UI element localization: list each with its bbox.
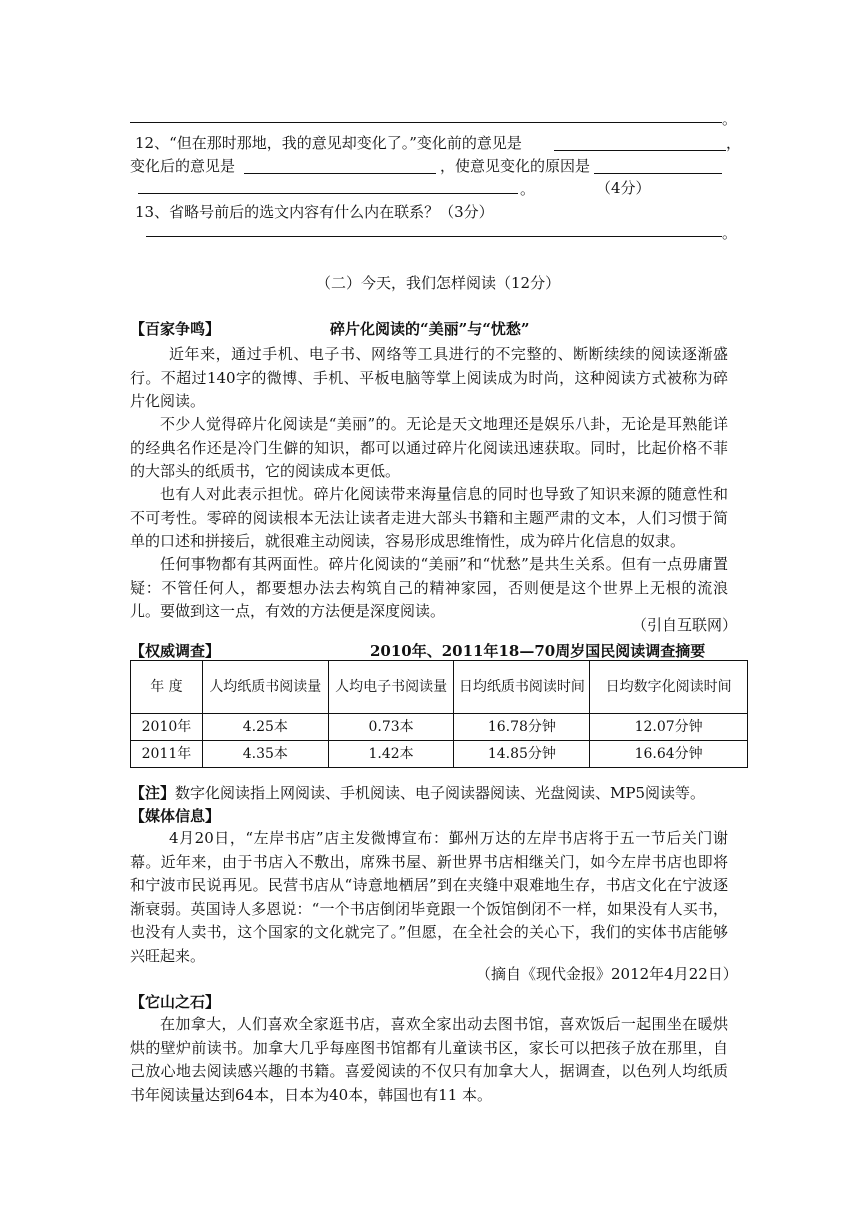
answer-line-q12-reason-cont[interactable] [138, 193, 518, 194]
table-cell: 2010年 [131, 714, 203, 741]
debate-paragraph-2: 不少人觉得碎片化阅读是“美丽”的。无论是天文地理还是娱乐八卦，无论是耳熟能详的经典名作还是冷门生僻的知识，都可以通过碎片化阅读迅速获取。同时，比起价格不菲的大部头的纸质书，它的阅读成本更低。 [130, 415, 728, 480]
comma: ， [726, 134, 742, 152]
table-row [131, 741, 748, 768]
abroad-tag: 【它山之石】 [130, 993, 221, 1011]
survey-table [130, 660, 748, 768]
media-paragraph: 4月20日，“左岸书店”店主发微博宣布：鄞州万达的左岸书店将于五一节后关门谢幕。近年来，由于书店入不敷出，席殊书屋、新世界书店相继关门，如今左岸书店也即将和宁波市民说再见。民营书店从“诗意地栖居”到在夹缝中艰难地生存，书店文化在宁波逐渐衰弱。英国诗人多恩说：“一个书店倒闭毕竟跟一个饭馆倒闭不一样，如果没有人买书，也没有人卖书，这个国家的文化就完了。”但愿，在全社会的关心下，我们的实体书店能够兴旺起来。 [130, 829, 728, 965]
table-cell: 2011年 [131, 741, 203, 768]
question-13: 13、省略号前后的选文内容有什么内在联系？（3分） [135, 203, 494, 221]
note-text: 数字化阅读指上网阅读、手机阅读、电子阅读器阅读、光盘阅读、MP5阅读等。 [175, 784, 706, 802]
table-cell: 4.35本 [202, 741, 328, 768]
header-cell: 人均纸质书阅读量 [202, 661, 328, 714]
score: （4分） [596, 179, 651, 197]
debate-tag: 【百家争鸣】 [130, 320, 221, 338]
section-title: （二）今天，我们怎样阅读（12分） [316, 274, 561, 292]
header-cell: 日均数字化阅读时间 [590, 661, 748, 714]
debate-paragraph-1: 近年来，通过手机、电子书、网络等工具进行的不完整的、断断续续的阅读逐渐盛行。不超过140字的微博、手机、平板电脑等掌上阅读成为时尚，这种阅读方式被称为碎片化阅读。 [130, 345, 728, 410]
table-row [131, 714, 748, 741]
survey-title: 2010年、2011年18—70周岁国民阅读调查摘要 [370, 642, 706, 660]
media-tag: 【媒体信息】 [130, 807, 221, 825]
media-source: （摘自《现代金报》2012年4月22日） [476, 965, 738, 983]
answer-line-q13[interactable] [146, 236, 722, 237]
period: 。 [722, 224, 738, 242]
note-tag: 【注】 [130, 784, 176, 802]
debate-paragraph-4: 任何事物都有其两面性。碎片化阅读的“美丽”和“忧愁”是共生关系。但有一点毋庸置疑：不管任何人，都要想办法去构筑自己的精神家园，否则便是这个世界上无根的流浪儿。要做到这一点，有效的方法便是深度阅读。 [130, 555, 728, 620]
question-12-line2-a: 变化后的意见是 [130, 157, 236, 175]
answer-line-q12-before[interactable] [554, 150, 726, 151]
debate-title: 碎片化阅读的“美丽”与“忧愁” [330, 320, 530, 338]
question-12-prefix: 12、“但在那时那地，我的意见却变化了。”变化前的意见是 [135, 134, 522, 152]
survey-tag: 【权威调查】 [130, 642, 221, 660]
question-12-line2-b: ，使意见变化的原因是 [440, 157, 591, 175]
table-cell: 16.78分钟 [454, 714, 590, 741]
table-cell: 1.42本 [328, 741, 454, 768]
table-cell: 16.64分钟 [590, 741, 748, 768]
table-header-row [131, 661, 748, 714]
header-cell: 人均电子书阅读量 [328, 661, 454, 714]
debate-paragraph-3: 也有人对此表示担忧。碎片化阅读带来海量信息的同时也导致了知识来源的随意性和不可考性。零碎的阅读根本无法让读者走进大部头书籍和主题严肃的文本，人们习惯于简单的口述和拼接后，就很难主动阅读，容易形成思维惰性，成为碎片化信息的奴隶。 [130, 485, 728, 550]
header-cell: 年 度 [131, 661, 203, 714]
survey-note [130, 782, 705, 803]
header-cell: 日均纸质书阅读时间 [454, 661, 590, 714]
answer-line-q12-after[interactable] [244, 173, 436, 174]
table-cell: 14.85分钟 [454, 741, 590, 768]
table-cell: 4.25本 [202, 714, 328, 741]
answer-line-top[interactable] [130, 122, 722, 123]
period: 。 [722, 110, 738, 128]
debate-source: （引自互联网） [632, 616, 738, 634]
period: 。 [520, 180, 536, 198]
table-cell: 0.73本 [328, 714, 454, 741]
answer-line-q12-reason[interactable] [594, 173, 722, 174]
table-cell: 12.07分钟 [590, 714, 748, 741]
abroad-paragraph: 在加拿大，人们喜欢全家逛书店，喜欢全家出动去图书馆，喜欢饭后一起围坐在暖烘烘的壁炉前读书。加拿大几乎每座图书馆都有儿童读书区，家长可以把孩子放在那里，自己放心地去阅读感兴趣的书籍。喜爱阅读的不仅只有加拿大人，据调查，以色列人均纸质书年阅读量达到64本，日本为40本，韩国也有11 本。 [130, 1015, 728, 1104]
